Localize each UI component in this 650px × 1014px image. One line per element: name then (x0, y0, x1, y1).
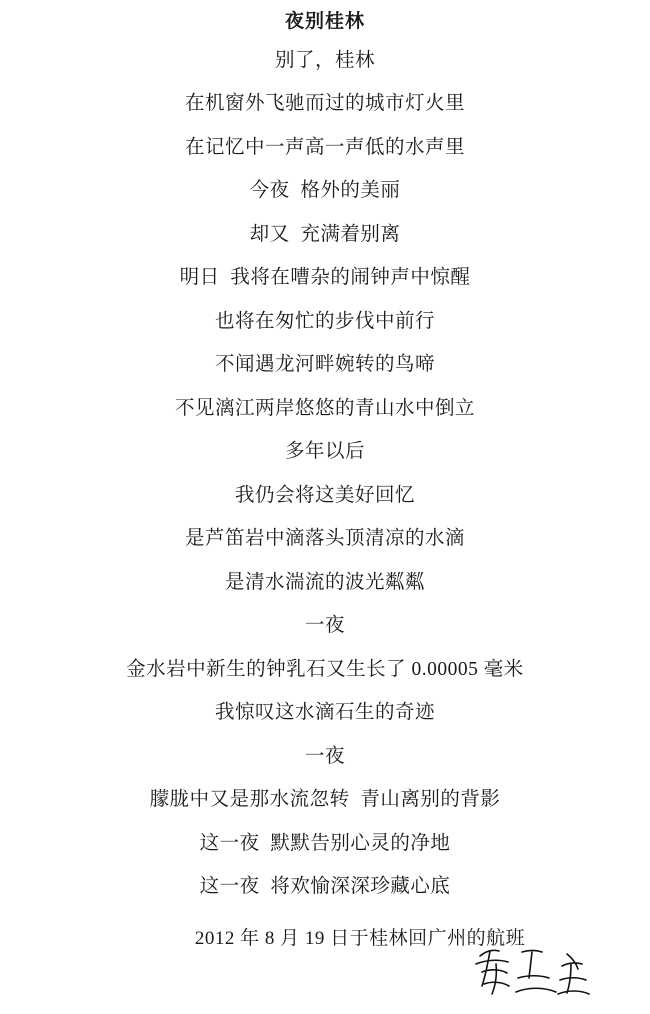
poem-line: 在记忆中一声高一声低的水声里 (184, 136, 465, 158)
poem-line: 在机窗外飞驰而过的城市灯火里 (184, 93, 465, 115)
poem-line: 一夜 (304, 615, 345, 637)
handwritten-signature (472, 942, 592, 1008)
poem-line: 这一夜 将欢愉深深珍藏心底 (199, 876, 451, 898)
poem-line: 别了，桂林 (274, 49, 375, 71)
poem-line: 是清水湍流的波光粼粼 (224, 571, 425, 593)
poem-line: 金水岩中新生的钟乳石又生长了 0.00005 毫米 (126, 658, 524, 680)
poem-line: 朦胧中又是那水流忽转 青山离别的背影 (149, 789, 501, 811)
poem-line: 不见漓江两岸悠悠的青山水中倒立 (174, 397, 475, 419)
poem-line: 却又 充满着别离 (249, 223, 401, 245)
page-title: 夜别桂林 (284, 11, 365, 32)
poem-line: 多年以后 (284, 441, 365, 463)
poem-line: 一夜 (304, 745, 345, 767)
poem-line: 我惊叹这水滴石生的奇迹 (214, 702, 435, 724)
poem-body (20, 51, 630, 897)
poem-line: 也将在匆忙的步伐中前行 (214, 310, 435, 332)
poem-line: 是芦笛岩中滴落头顶清凉的水滴 (184, 528, 465, 550)
date-line: 2012 年 8 月 19 日于桂林回广州的航班 (194, 927, 526, 949)
poem-line: 这一夜 默默告别心灵的净地 (199, 832, 451, 854)
poem-line: 今夜 格外的美丽 (249, 180, 401, 202)
poem-line: 我仍会将这美好回忆 (234, 484, 415, 506)
poem-line: 不闻遇龙河畔婉转的鸟啼 (214, 354, 435, 376)
poem-line: 明日 我将在嘈杂的闹钟声中惊醒 (179, 267, 471, 289)
